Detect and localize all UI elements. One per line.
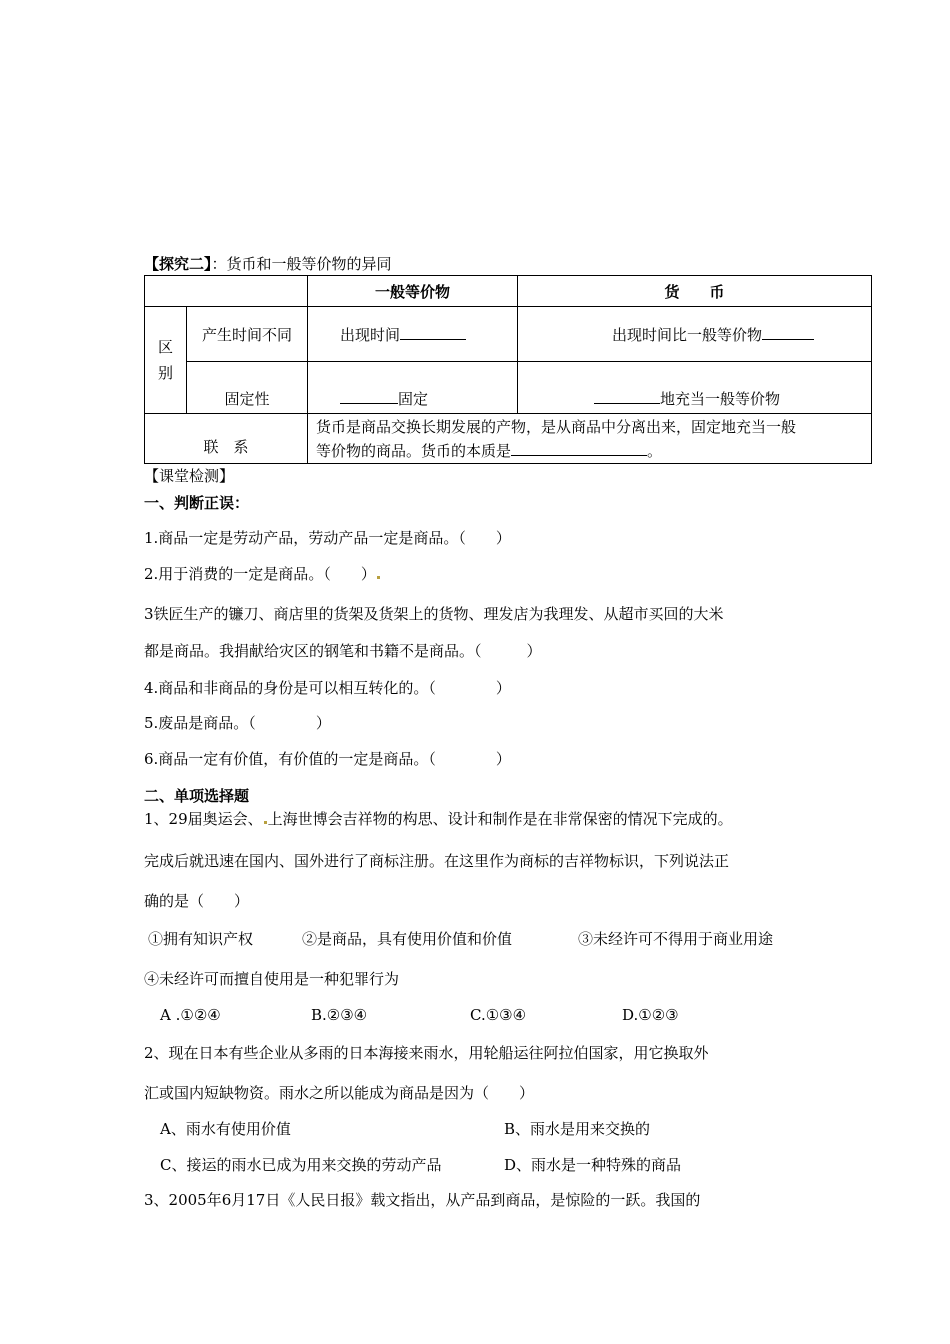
- section-heading-tag: 【探究二】: [144, 255, 212, 273]
- part2-title: 二、单项选择题: [144, 787, 250, 805]
- choice-2-option-d: D、雨水是一种特殊的商品: [504, 1156, 682, 1174]
- choice-question-1-line3: 确的是（ ）: [144, 892, 250, 910]
- choice-1-option-b: B.②③④: [311, 1006, 368, 1024]
- judge-question-5: 5.废品是商品。（ ）: [144, 714, 331, 732]
- cell-money-fixity: 地充当一般等价物: [518, 362, 872, 414]
- row-group-difference: 区别: [145, 307, 187, 414]
- choice-question-2-line2: 汇或国内短缺物资。雨水之所以能成为商品是因为（ ）: [144, 1084, 535, 1102]
- cell-money-time: 出现时间比一般等价物: [518, 307, 872, 362]
- header-general-equivalent: 一般等价物: [308, 276, 518, 307]
- choice-question-2-line1: 2、现在日本有些企业从多雨的日本海接来雨水，用轮船运往阿拉伯国家，用它换取外: [144, 1044, 709, 1062]
- judge-question-2: 2.用于消费的一定是商品。（ ）: [144, 563, 381, 584]
- cell-general-fixity: 固定: [308, 362, 518, 414]
- table-corner-cell: [145, 276, 308, 307]
- header-money: 货 币: [518, 276, 872, 307]
- statement-option-2: ②是商品，具有使用价值和价值: [302, 930, 513, 948]
- judge-question-4: 4.商品和非商品的身份是可以相互转化的。（ ）: [144, 679, 511, 697]
- statement-option-3: ③未经许可不得用于商业用途: [578, 930, 774, 948]
- judge-question-6: 6.商品一定有价值，有价值的一定是商品。（ ）: [144, 750, 511, 768]
- choice-2-option-c: C、接运的雨水已成为用来交换的劳动产品: [160, 1156, 442, 1174]
- choice-question-3-line1: 3、2005年6月17日《人民日报》载文指出，从产品到商品，是惊险的一跃。我国的: [144, 1191, 701, 1209]
- row-label-time: 产生时间不同: [187, 307, 308, 362]
- part1-title: 一、判断正误：: [144, 494, 250, 512]
- statement-option-4: ④未经许可而擅自使用是一种犯罪行为: [144, 970, 400, 988]
- judge-question-3-line2: 都是商品。我捐献给灾区的钢笔和书籍不是商品。（ ）: [144, 642, 542, 660]
- comparison-table: [144, 275, 872, 464]
- section-heading-title: ：货币和一般等价物的异同: [211, 255, 392, 273]
- choice-1-option-d: D.①②③: [622, 1006, 679, 1024]
- cell-relation: 货币是商品交换长期发展的产物，是从商品中分离出来，固定地充当一般 等价物的商品。货币的本质是 。: [308, 414, 872, 464]
- choice-2-option-b: B、雨水是用来交换的: [504, 1120, 651, 1138]
- choice-1-option-c: C.①③④: [470, 1006, 527, 1024]
- judge-question-3-line1: 3铁匠生产的镰刀、商店里的货架及货架上的货物、理发店为我理发、从超市买回的大米: [144, 605, 724, 623]
- judge-question-1: 1.商品一定是劳动产品，劳动产品一定是商品。（ ）: [144, 529, 511, 547]
- row-label-fixity: 固定性: [187, 362, 308, 414]
- classroom-check-heading: 【课堂检测】: [144, 467, 235, 485]
- choice-2-option-a: A、雨水有使用价值: [160, 1120, 291, 1138]
- row-label-relation: 联 系: [145, 414, 308, 464]
- cell-general-time: 出现时间: [308, 307, 518, 362]
- choice-question-1-line2: 完成后就迅速在国内、国外进行了商标注册。在这里作为商标的吉祥物标识，下列说法正: [144, 852, 730, 870]
- choice-1-option-a: A .①②④: [160, 1006, 221, 1024]
- section-heading: [144, 253, 392, 274]
- statement-option-1: ①拥有知识产权: [148, 930, 254, 948]
- choice-question-1-line1: 1、29届奥运会、 上海世博会吉祥物的构思、设计和制作是在非常保密的情况下完成的。: [144, 810, 733, 828]
